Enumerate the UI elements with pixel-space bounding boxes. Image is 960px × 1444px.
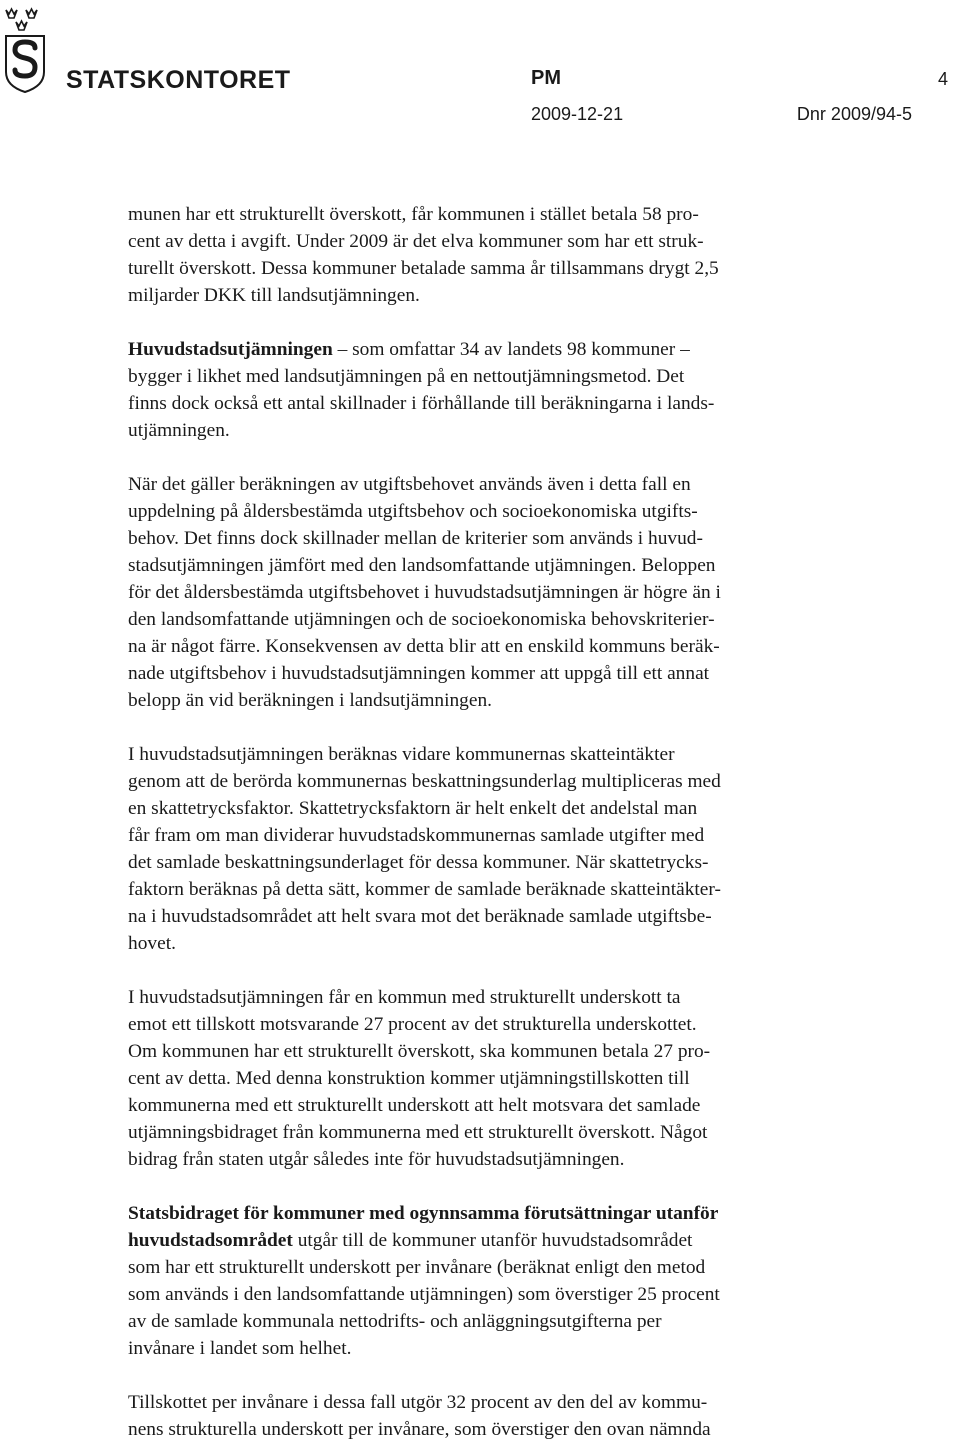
text-line: Tillskottet per invånare i dessa fall utgör 32 procent av den del av kommu- (128, 1392, 708, 1413)
text-line: bygger i likhet med landsutjämningen på en nettoutjämningsmetod. Det (128, 366, 685, 387)
text-line (128, 336, 848, 363)
statskontoret-logo (4, 6, 304, 96)
paragraph-2 (128, 336, 848, 444)
text-line: Om kommunen har ett strukturellt överskott, ska kommunen betala 27 pro- (128, 1041, 711, 1062)
text-line: för det åldersbestämda utgiftsbehovet i huvudstadsutjämningen är högre än i (128, 582, 721, 603)
text-fragment: utgår till de kommuner utanför huvudstadsområdet (292, 1230, 693, 1251)
text-line: utjämningen. (128, 420, 230, 441)
paragraph-7 (128, 1389, 848, 1443)
text-line: av de samlade kommunala nettodrifts- och anläggningsutgifterna per (128, 1311, 662, 1332)
paragraph-5 (128, 984, 848, 1173)
text-line: bidrag från staten utgår således inte för huvudstadsutjämningen. (128, 1149, 625, 1170)
text-line: belopp än vid beräkningen i landsutjämningen. (128, 690, 493, 711)
text-line: na i huvudstadsområdet att helt svara mot det beräknade samlade utgiftsbe- (128, 906, 712, 927)
text-line: miljarder DKK till landsutjämningen. (128, 285, 420, 306)
organization-name: STATSKONTORET (66, 66, 291, 94)
text-line: en skattetrycksfaktor. Skattetrycksfaktorn är helt enkelt det andelstal man (128, 798, 698, 819)
text-line: cent av detta i avgift. Under 2009 är det elva kommuner som har ett struk- (128, 231, 704, 252)
paragraph-1 (128, 201, 848, 309)
text-line: hovet. (128, 933, 176, 954)
bold-heading-term: Statsbidraget för kommuner med ogynnsamma förutsättningar utanför (128, 1203, 719, 1224)
text-fragment: – som omfattar 34 av landets 98 kommuner – (332, 339, 690, 360)
paragraph-6 (128, 1200, 848, 1362)
text-line: nens strukturella underskott per invånare, som överstiger den ovan nämnda (128, 1419, 711, 1440)
crown-s-emblem-icon (4, 6, 64, 96)
text-line: turellt överskott. Dessa kommuner betalade samma år tillsammans drygt 2,5 (128, 258, 719, 279)
document-date: 2009-12-21 (531, 104, 624, 124)
text-line: stadsutjämningen jämfört med den landsomfattande utjämningen. Beloppen (128, 555, 716, 576)
text-line: När det gäller beräkningen av utgiftsbehovet används även i detta fall en (128, 474, 691, 495)
text-line: invånare i landet som helhet. (128, 1338, 352, 1359)
text-line: får fram om man dividerar huvudstadskommunernas samlade utgifter med (128, 825, 705, 846)
page-number: 4 (937, 69, 948, 89)
bold-lead-term: Huvudstadsutjämningen (128, 339, 333, 360)
bold-heading-term: huvudstadsområdet (128, 1230, 293, 1251)
text-line: finns dock också ett antal skillnader i förhållande till beräkningarna i lands- (128, 393, 715, 414)
text-line: som används i den landsomfattande utjämningen) som överstiger 25 procent (128, 1284, 720, 1305)
text-line: det samlade beskattningsunderlaget för dessa kommuner. När skattetrycks- (128, 852, 709, 873)
text-line: behov. Det finns dock skillnader mellan de kriterier som används i huvud- (128, 528, 703, 549)
paragraph-4 (128, 741, 848, 957)
paragraph-3 (128, 471, 848, 714)
text-line: genom att de berörda kommunernas beskattningsunderlag multipliceras med (128, 771, 721, 792)
reference-number: Dnr 2009/94-5 (796, 104, 912, 124)
text-line: cent av detta. Med denna konstruktion kommer utjämningstillskotten till (128, 1068, 690, 1089)
text-line: I huvudstadsutjämningen beräknas vidare kommunernas skatteintäkter (128, 744, 675, 765)
text-line: nade utgiftsbehov i huvudstadsutjämningen kommer att uppgå till ett annat (128, 663, 710, 684)
text-line: kommunerna med ett strukturellt underskott att helt motsvara det samlade (128, 1095, 701, 1116)
text-line: munen har ett strukturellt överskott, får kommunen i stället betala 58 pro- (128, 204, 699, 225)
text-line: utjämningsbidraget från kommunerna med ett strukturellt överskott. Något (128, 1122, 708, 1143)
text-line: uppdelning på åldersbestämda utgiftsbehov och socioekonomiska utgifts- (128, 501, 698, 522)
text-line: I huvudstadsutjämningen får en kommun med strukturellt underskott ta (128, 987, 681, 1008)
document-type: PM (531, 67, 561, 89)
text-line: faktorn beräknas på detta sätt, kommer de samlade beräknade skatteintäkter- (128, 879, 721, 900)
document-body (128, 201, 848, 1443)
text-line: den landsomfattande utjämningen och de socioekonomiska behovskriterier- (128, 609, 715, 630)
text-line: na är något färre. Konsekvensen av detta blir att en enskild kommuns beräk- (128, 636, 720, 657)
text-line (128, 1200, 848, 1227)
text-line (128, 1227, 848, 1254)
text-line: som har ett strukturellt underskott per invånare (beräknat enligt den metod (128, 1257, 706, 1278)
text-line: emot ett tillskott motsvarande 27 procent av det strukturella underskottet. (128, 1014, 697, 1035)
